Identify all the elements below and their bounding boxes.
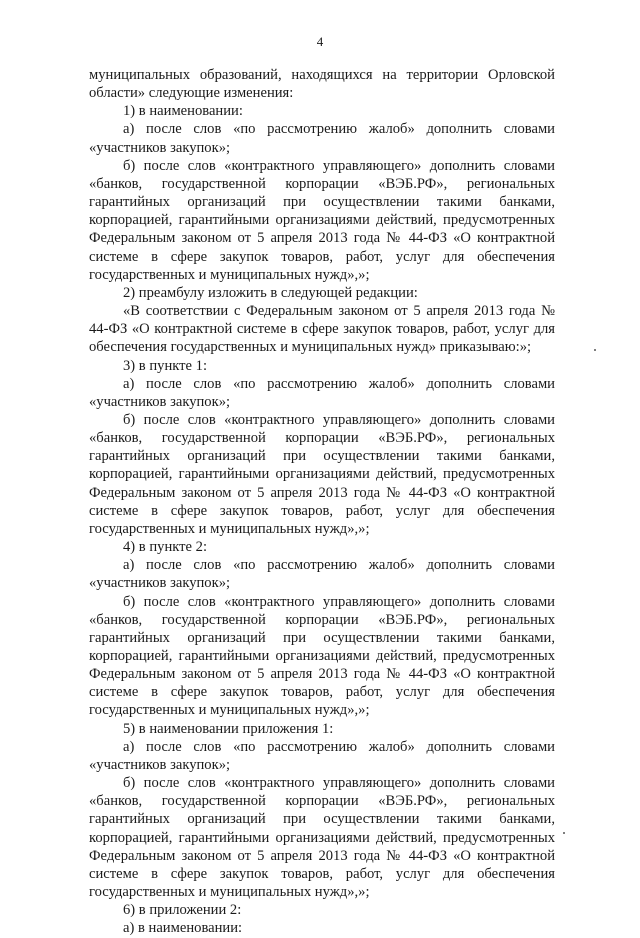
- paragraph-item-6: 6) в приложении 2:: [123, 902, 242, 919]
- paragraph-item-4a: а) после слов «по рассмотрению жалоб» дополнить словами «участников закупок»;: [89, 557, 555, 592]
- paragraph-item-3b: б) после слов «контрактного управляющего» дополнить словами «банков, государственной корпорации «ВЭБ.РФ», региональных гарантийных организаций при осуществлении такими банками, корпорацией, гарантийными организациями действий, предусмотренных Федеральным законом от 5 апреля 2013 года № 44-ФЗ «О контрактной системе в сфере закупок товаров, работ, услуг для обеспечения государственных и муниципальных нужд»,»;: [89, 411, 555, 537]
- paragraph-item-1: 1) в наименовании:: [123, 103, 243, 120]
- paragraph-item-3: 3) в пункте 1:: [123, 357, 208, 374]
- paragraph-item-6a: а) в наименовании:: [123, 920, 243, 937]
- paragraph-item-1b: б) после слов «контрактного управляющего» дополнить словами «банков, государственной корпорации «ВЭБ.РФ», региональных гарантийных организаций при осуществлении такими банками, корпорацией, гарантийными организациями действий, предусмотренных Федеральным законом от 5 апреля 2013 года № 44-ФЗ «О контрактной системе в сфере закупок товаров, работ, услуг для обеспечения государственных и муниципальных нужд»,»;: [89, 157, 555, 283]
- paragraph-item-3a: а) после слов «по рассмотрению жалоб» дополнить словами «участников закупок»;: [89, 375, 555, 410]
- page-number: 4: [316, 34, 324, 49]
- paragraph-item-5b: б) после слов «контрактного управляющего» дополнить словами «банков, государственной корпорации «ВЭБ.РФ», региональных гарантийных организаций при осуществлении такими банками, корпорацией, гарантийными организациями действий, предусмотренных Федеральным законом от 5 апреля 2013 года № 44-ФЗ «О контрактной системе в сфере закупок товаров, работ, услуг для обеспечения государственных и муниципальных нужд»,»;: [89, 775, 555, 901]
- paragraph-item-4b: б) после слов «контрактного управляющего» дополнить словами «банков, государственной корпорации «ВЭБ.РФ», региональных гарантийных организаций при осуществлении такими банками, корпорацией, гарантийными организациями действий, предусмотренных Федеральным законом от 5 апреля 2013 года № 44-ФЗ «О контрактной системе в сфере закупок товаров, работ, услуг для обеспечения государственных и муниципальных нужд»,»;: [89, 593, 555, 719]
- paragraph-item-2-text: «В соответствии с Федеральным законом от 5 апреля 2013 года № 44-ФЗ «О контрактной системе в сфере закупок товаров, работ, услуг для обеспечения государственных и муниципальных нужд» приказываю:»;: [89, 303, 555, 356]
- paragraph-item-2: 2) преамбулу изложить в следующей редакции:: [123, 284, 418, 301]
- paragraph-item-5: 5) в наименовании приложения 1:: [123, 720, 334, 737]
- scan-speck: [594, 349, 596, 351]
- paragraph-item-1a: а) после слов «по рассмотрению жалоб» дополнить словами «участников закупок»;: [89, 121, 555, 156]
- document-body: [89, 66, 555, 938]
- paragraph-item-4: 4) в пункте 2:: [123, 539, 208, 556]
- paragraph-item-5a: а) после слов «по рассмотрению жалоб» дополнить словами «участников закупок»;: [89, 738, 555, 773]
- scan-speck: [563, 832, 565, 834]
- paragraph-continuation: муниципальных образований, находящихся на территории Орловской области» следующие изменения:: [89, 67, 555, 102]
